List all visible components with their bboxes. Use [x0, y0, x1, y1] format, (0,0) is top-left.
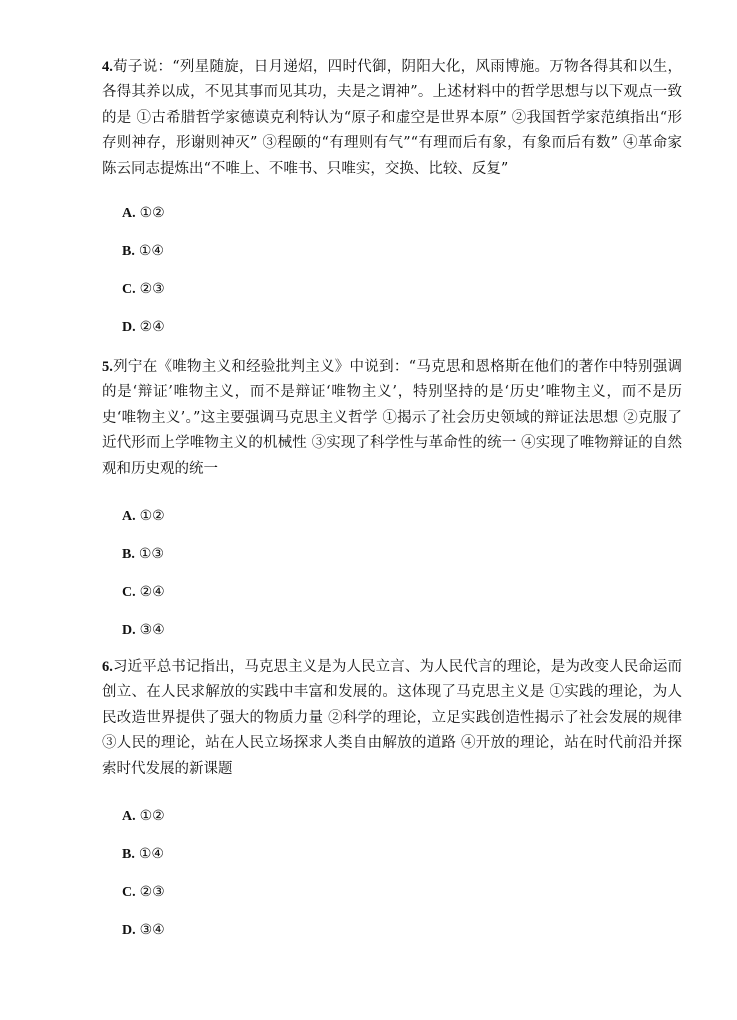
- option-letter: D.: [122, 923, 136, 938]
- question-text: 荀子说：“列星随旋，日月递炤，四时代御，阴阳大化，风雨博施。万物各得其和以生，各得其养以成，不见其事而见其功，夫是之谓神”。上述材料中的哲学思想与以下观点一致的是 ①古希腊哲学家德谟克利特认为“原子和虚空是世界本原” ②我国哲学家范缜指出“形存则神存，形谢则神灭” ③程颐的“有理则有气”“有理而后有象，有象而后有数” ④革命家陈云同志提炼出“不唯上、不唯书、只唯实，交换、比较、反复”: [102, 59, 682, 177]
- option-letter: D.: [122, 320, 136, 335]
- option-c[interactable]: [122, 582, 165, 603]
- option-text: ②③: [139, 281, 165, 297]
- question-number: 6.: [102, 659, 113, 675]
- option-letter: B.: [122, 547, 135, 562]
- option-letter: A.: [122, 206, 136, 221]
- question-4: [102, 55, 682, 335]
- option-b[interactable]: [122, 544, 164, 565]
- option-a[interactable]: [122, 203, 165, 224]
- option-letter: D.: [122, 623, 136, 638]
- question-number: 4.: [102, 59, 113, 75]
- option-d[interactable]: [122, 920, 165, 941]
- option-b[interactable]: [122, 844, 164, 865]
- option-b[interactable]: [122, 241, 164, 262]
- option-letter: A.: [122, 809, 136, 824]
- option-text: ②④: [139, 319, 165, 335]
- question-number: 5.: [102, 359, 113, 375]
- option-text: ①②: [139, 508, 165, 524]
- option-d[interactable]: [122, 620, 165, 641]
- question-text: 习近平总书记指出，马克思主义是为人民立言、为人民代言的理论，是为改变人民命运而创立、在人民求解放的实践中丰富和发展的。这体现了马克思主义是 ①实践的理论，为人民改造世界提供了强大的物质力量 ②科学的理论，立足实践创造性揭示了社会发展的规律 ③人民的理论，站在人民立场探求人类自由解放的道路 ④开放的理论，站在时代前沿并探索时代发展的新课题: [102, 659, 682, 777]
- option-text: ①④: [138, 846, 164, 862]
- option-text: ②③: [139, 884, 165, 900]
- option-text: ①②: [139, 808, 165, 824]
- question-stem: [102, 355, 682, 482]
- question-stem: [102, 655, 682, 782]
- option-text: ③④: [139, 922, 165, 938]
- option-text: ①②: [139, 205, 165, 221]
- option-text: ①④: [138, 243, 164, 259]
- option-a[interactable]: [122, 506, 165, 527]
- option-letter: B.: [122, 244, 135, 259]
- question-5: [102, 355, 682, 638]
- option-c[interactable]: [122, 279, 165, 300]
- question-text: 列宁在《唯物主义和经验批判主义》中说到：“马克思和恩格斯在他们的著作中特别强调的是‘辩证’唯物主义，而不是辩证‘唯物主义’，特别坚持的是‘历史’唯物主义，而不是历史‘唯物主义’。”这主要强调马克思主义哲学 ①揭示了社会历史领域的辩证法思想 ②克服了近代形而上学唯物主义的机械性 ③实现了科学性与革命性的统一 ④实现了唯物辩证的自然观和历史观的统一: [102, 359, 682, 477]
- option-text: ①③: [138, 546, 164, 562]
- option-letter: C.: [122, 282, 136, 297]
- option-letter: B.: [122, 847, 135, 862]
- option-text: ③④: [139, 622, 165, 638]
- option-letter: C.: [122, 585, 136, 600]
- option-c[interactable]: [122, 882, 165, 903]
- question-6: [102, 655, 682, 938]
- option-d[interactable]: [122, 317, 165, 338]
- option-letter: C.: [122, 885, 136, 900]
- option-text: ②④: [139, 584, 165, 600]
- option-letter: A.: [122, 509, 136, 524]
- question-stem: [102, 55, 682, 182]
- option-a[interactable]: [122, 806, 165, 827]
